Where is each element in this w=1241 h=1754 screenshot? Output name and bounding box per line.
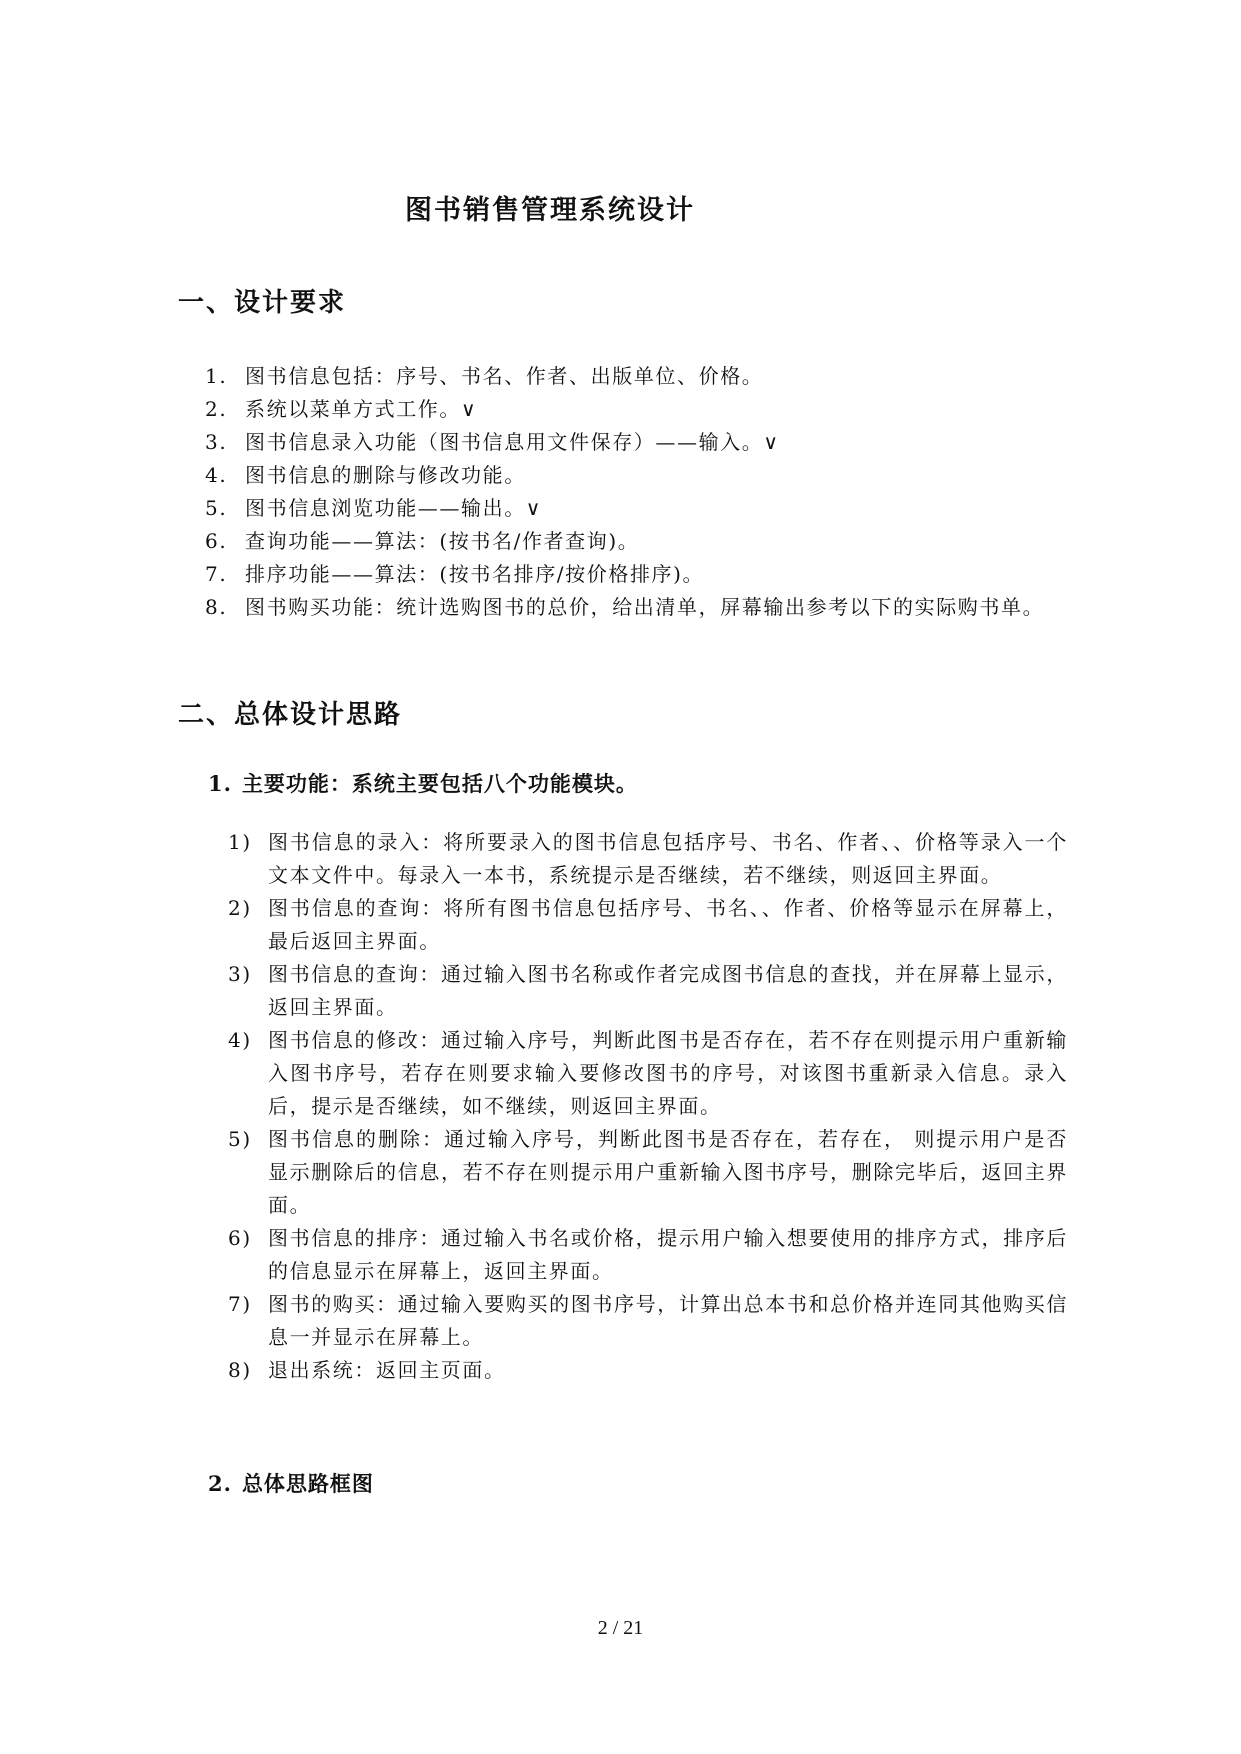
list-item: 7. 排序功能——算法：(按书名排序/按价格排序)。 (205, 562, 705, 586)
function-module-list (228, 826, 1068, 1387)
requirements-list (205, 360, 1065, 624)
list-item: 3. 图书信息录入功能（图书信息用文件保存）——输入。∨ (205, 430, 780, 454)
list-item: 6) 图书信息的排序：通过输入书名或价格，提示用户输入想要使用的排序方式，排序后的信息显示在屏幕上，返回主界面。 (228, 1226, 1068, 1283)
document-title: 图书销售管理系统设计 (405, 195, 695, 226)
list-item: 2. 系统以菜单方式工作。∨ (205, 397, 478, 421)
section-heading-requirements: 一、设计要求 (178, 288, 347, 318)
list-item: 5) 图书信息的删除：通过输入序号，判断此图书是否存在，若存在， 则提示用户是否显示删除后的信息，若不存在则提示用户重新输入图书序号，删除完毕后，返回主界面。 (228, 1127, 1068, 1217)
subsection-heading-main-functions: 1. 主要功能：系统主要包括八个功能模块。 (208, 771, 638, 796)
list-item: 4. 图书信息的删除与修改功能。 (205, 463, 526, 487)
list-item: 3) 图书信息的查询：通过输入图书名称或作者完成图书信息的查找，并在屏幕上显示，返回主界面。 (228, 962, 1068, 1019)
list-item: 4) 图书信息的修改：通过输入序号，判断此图书是否存在，若不存在则提示用户重新输入图书序号，若存在则要求输入要修改图书的序号，对该图书重新录入信息。录入后，提示是否继续，如不继续，则返回主界面。 (228, 1028, 1068, 1118)
list-item: 1. 图书信息包括：序号、书名、作者、出版单位、价格。 (205, 364, 764, 388)
list-item: 1) 图书信息的录入：将所要录入的图书信息包括序号、书名、作者、、价格等录入一个文本文件中。每录入一本书，系统提示是否继续，若不继续，则返回主界面。 (228, 830, 1068, 887)
list-item: 8. 图书购买功能：统计选购图书的总价，给出清单，屏幕输出参考以下的实际购书单。 (205, 595, 1045, 619)
list-item: 5. 图书信息浏览功能——输出。∨ (205, 496, 543, 520)
list-item: 2) 图书信息的查询：将所有图书信息包括序号、书名、、作者、价格等显示在屏幕上，最后返回主界面。 (228, 896, 1068, 953)
list-item: 8) 退出系统：返回主页面。 (228, 1358, 506, 1382)
subsection-heading-framework-diagram: 2. 总体思路框图 (208, 1471, 374, 1496)
page-number: 2 / 21 (597, 1617, 644, 1639)
list-item: 6. 查询功能——算法：(按书名/作者查询)。 (205, 529, 640, 553)
section-heading-overall-design: 二、总体设计思路 (178, 700, 403, 730)
list-item: 7) 图书的购买：通过输入要购买的图书序号，计算出总本书和总价格并连同其他购买信息一并显示在屏幕上。 (228, 1292, 1068, 1349)
